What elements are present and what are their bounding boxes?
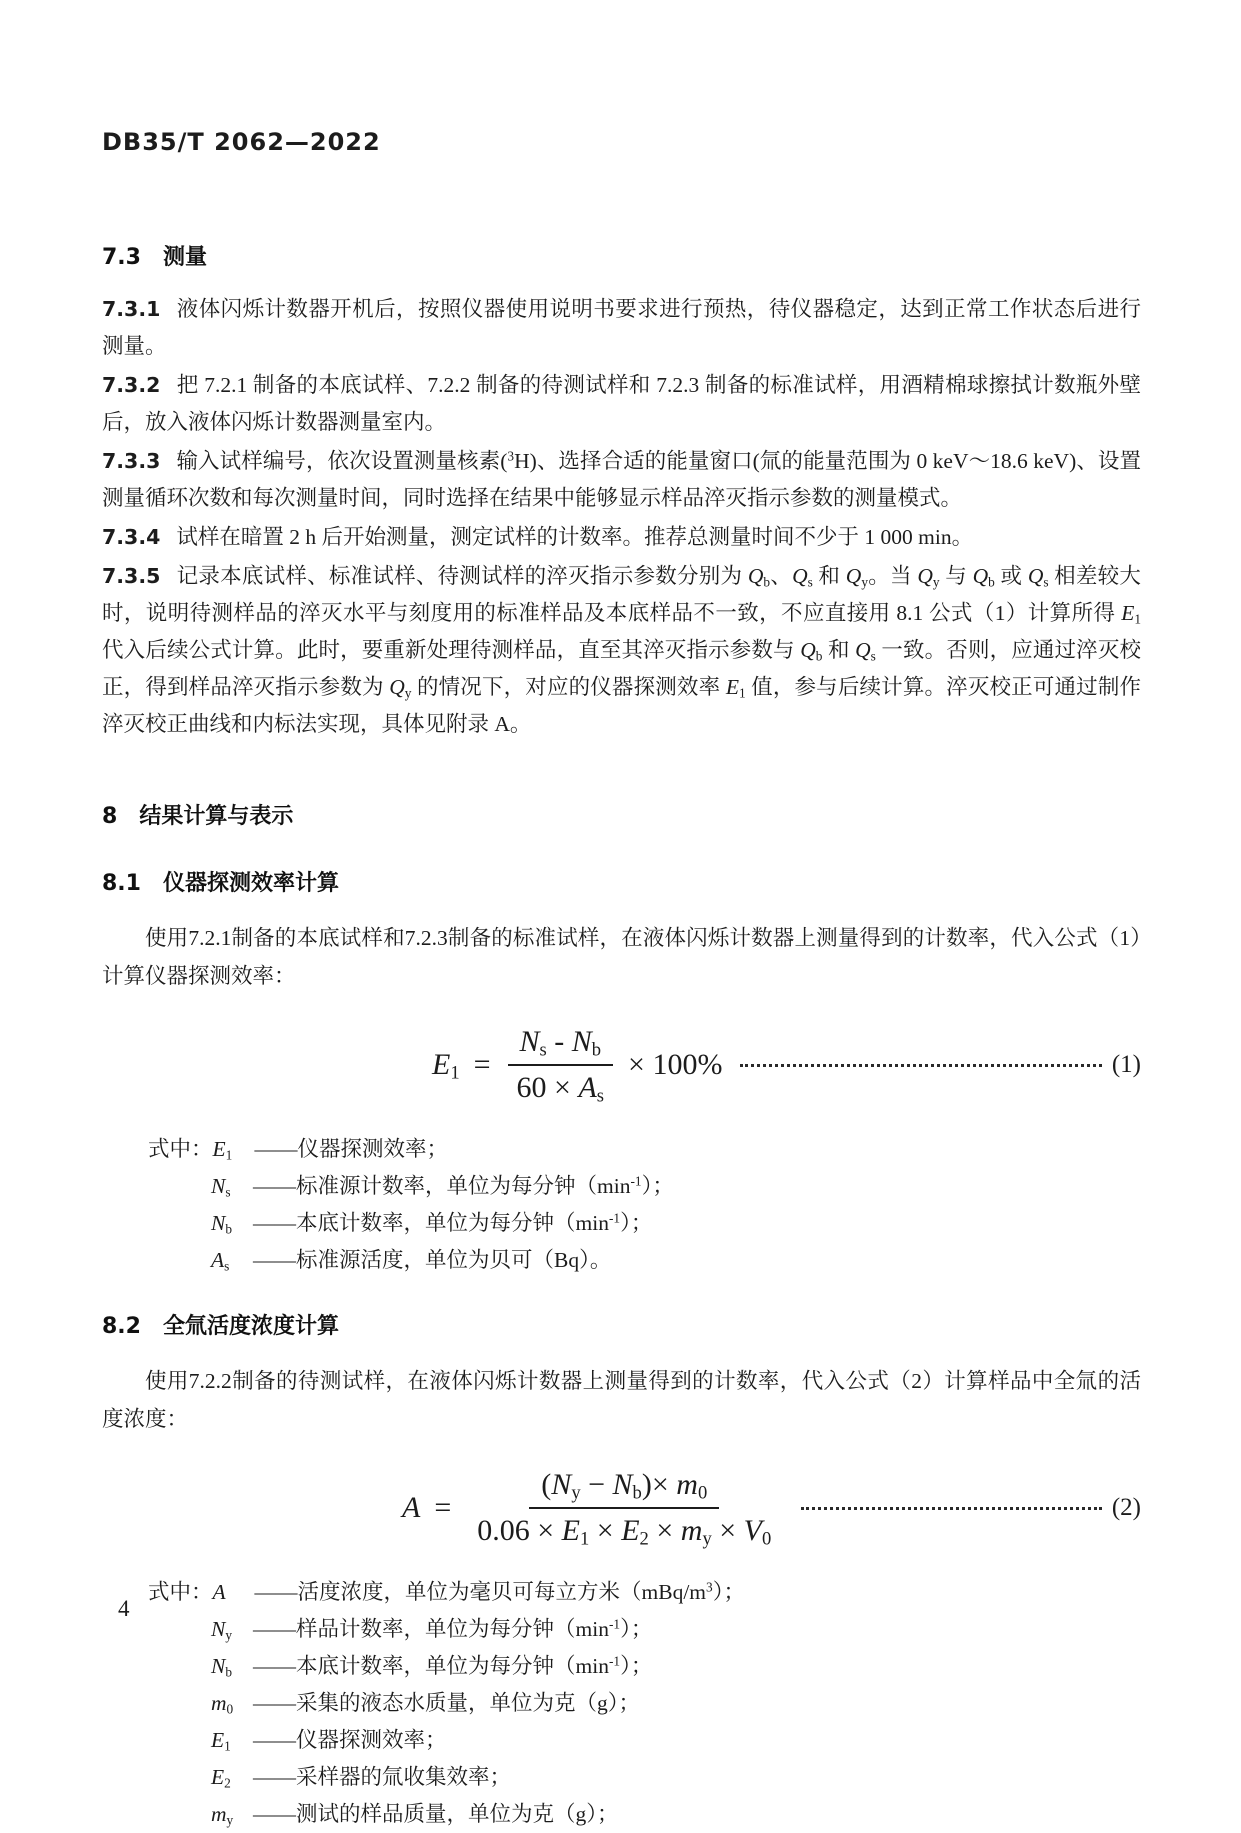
definition-text: 本底计数率，单位为每分钟$(\min^{-1})$； xyxy=(296,1653,653,1678)
clause-text: 把 7.2.1 制备的本底试样、7.2.2 制备的待测试样和 7.2.3 制备的标准试样，用酒精棉球擦拭计数瓶外壁后，放入液体闪烁计数器测量室内。 xyxy=(102,373,1141,434)
fraction-denominator: $0.06 \times E_1 \times E_2 \times m_y \times V_0$ xyxy=(477,1514,772,1550)
formula-1-math xyxy=(432,1025,722,1105)
section-8-2-intro: 使用7.2.2制备的待测试样，在液体闪烁计数器上测量得到的计数率，代入公式（2）计算样品中全氚的活度浓度： xyxy=(102,1369,1141,1431)
fraction xyxy=(505,1025,617,1105)
formula-1-definitions xyxy=(102,1131,1141,1279)
definition-row xyxy=(102,1611,1141,1648)
clause-number: 7.3.1 xyxy=(102,297,161,321)
definition-row xyxy=(102,1685,1141,1722)
section-title: 仪器探测效率计算 xyxy=(162,871,339,896)
where-label: 式中： xyxy=(148,1580,213,1604)
definition-text: 测试的样品质量，单位为克（g）； xyxy=(296,1802,619,1826)
clause-7-3-2 xyxy=(102,367,1141,441)
equation-number: (2) xyxy=(1111,1494,1141,1521)
formula-2 xyxy=(102,1468,1141,1548)
section-number: 8.1 xyxy=(102,871,141,896)
definition-row xyxy=(102,1168,1141,1205)
dash: —— xyxy=(253,1248,296,1272)
formula-1 xyxy=(102,1025,1141,1105)
definition-text: 本底计数率，单位为每分钟$(\min^{-1})$； xyxy=(296,1210,653,1235)
definition-row xyxy=(102,1796,1141,1833)
dotted-leader xyxy=(801,1507,1102,1510)
definition-text: 标准源活度，单位为贝可（Bq）。 xyxy=(296,1248,612,1272)
clause-number: 7.3.3 xyxy=(102,449,161,473)
clause-7-3-3 xyxy=(102,443,1141,517)
section-8-1-intro: 使用7.2.1制备的本底试样和7.2.3制备的标准试样，在液体闪烁计数器上测量得到的计数率，代入公式（1）计算仪器探测效率： xyxy=(102,926,1141,988)
section-8-1-heading xyxy=(102,866,1141,897)
dash: —— xyxy=(253,1654,296,1678)
symbol: $N_s$ xyxy=(211,1174,231,1200)
definition-row xyxy=(102,1205,1141,1242)
definition-row xyxy=(102,1131,1141,1168)
definition-row xyxy=(102,1722,1141,1759)
dash: —— xyxy=(253,1691,296,1715)
section-number: 7.3 xyxy=(102,245,141,270)
definition-text: 样品计数率，单位为每分钟$(\min^{-1})$； xyxy=(296,1616,653,1641)
doc-code: DB35/T 2062—2022 xyxy=(102,128,381,156)
definition-row xyxy=(102,1574,1141,1611)
clause-text: 输入试样编号，依次设置测量核素($^3$H)、选择合适的能量窗口(氚的能量范围为 0 keV～18.6 keV)、设置测量循环次数和每次测量时间，同时选择在结果中能够显示样品淬灭指示参数的测量模式。 xyxy=(102,448,1141,510)
page-number: 4 xyxy=(118,1596,130,1621)
formula-2-math xyxy=(402,1468,783,1548)
equals-sign: = xyxy=(473,1048,491,1081)
symbol: $N_y$ xyxy=(211,1617,233,1643)
dash: —— xyxy=(254,1137,298,1161)
clause-number: 7.3.5 xyxy=(102,564,161,588)
clause-text: 液体闪烁计数器开机后，按照仪器使用说明书要求进行预热，待仪器稳定，达到正常工作状态后进行测量。 xyxy=(102,297,1141,358)
symbol: A xyxy=(212,1580,226,1604)
section-title: 测量 xyxy=(162,245,207,270)
formula-lhs: $E_1$ xyxy=(432,1048,460,1084)
section-title: 全氚活度浓度计算 xyxy=(162,1314,339,1339)
fraction-numerator: $N_s - N_b$ xyxy=(508,1025,614,1066)
dash: —— xyxy=(253,1174,296,1198)
definition-text: 活度浓度，单位为毫贝可每立方米$(mBq/m^3)$； xyxy=(297,1579,745,1604)
section-7-3-heading xyxy=(102,240,1141,271)
dash: —— xyxy=(253,1211,296,1235)
section-number: 8 xyxy=(102,804,118,829)
symbol: $m_y$ xyxy=(211,1802,234,1828)
definition-text: 仪器探测效率； xyxy=(296,1728,447,1752)
symbol: $N_b$ xyxy=(211,1654,233,1680)
equals-sign: = xyxy=(434,1491,452,1524)
section-8-2-heading xyxy=(102,1309,1141,1340)
formula-lhs: A xyxy=(402,1491,421,1524)
equation-number: (1) xyxy=(1111,1051,1141,1078)
symbol: $m_0$ xyxy=(211,1691,234,1717)
dash: —— xyxy=(253,1728,296,1752)
dotted-leader xyxy=(740,1064,1101,1067)
definition-text: 采样器的氚收集效率； xyxy=(296,1765,512,1789)
dash: —— xyxy=(253,1802,296,1826)
definition-text: 标准源计数率，单位为每分钟$(\min^{-1})$； xyxy=(296,1173,674,1198)
fraction-numerator: $(N_y - N_b)\times m_0$ xyxy=(529,1468,719,1509)
section-title: 结果计算与表示 xyxy=(139,804,294,829)
definition-text: 采集的液态水质量，单位为克（g）； xyxy=(296,1691,641,1715)
symbol: $E_1$ xyxy=(212,1137,233,1163)
where-label: 式中： xyxy=(148,1137,213,1161)
formula-tail: × 100% xyxy=(628,1048,723,1081)
definition-text: 仪器探测效率； xyxy=(297,1137,449,1161)
clause-text: 试样在暗置 2 h 后开始测量，测定试样的计数率。推荐总测量时间不少于 1 000 min。 xyxy=(176,525,974,549)
definition-row xyxy=(102,1648,1141,1685)
definition-row xyxy=(102,1759,1141,1796)
section-7-3-body xyxy=(102,291,1141,743)
symbol: $E_2$ xyxy=(211,1765,231,1791)
clause-text: 记录本底试样、标准试样、待测试样的淬灭指示参数分别为 $Q_b$、$Q_s$ 和 $Q_y$。当 $Q_y$ 与 $Q_b$ 或 $Q_s$ 相差较大时，说明待测样品的淬灭水平与刻度用的标准样品及本底样品不一致，不应直接用 8.1 公式（1）计算所得 $E_1$ 代入后续公式计算。此时，要重新处理待测样品，直至其淬灭指示参数与 $Q_b$ 和 $Q_s$ 一致。否则，应通过淬灭校正，得到样品淬灭指示参数为 $Q_y$ 的情况下，对应的仪器探测效率 $E_1$ 值，参与后续计算。淬灭校正可通过制作淬灭校正曲线和内标法实现，具体见附录 A。 xyxy=(102,564,1141,736)
symbol: $A_s$ xyxy=(211,1248,230,1274)
formula-2-definitions xyxy=(102,1574,1141,1833)
definition-row xyxy=(102,1242,1141,1279)
fraction xyxy=(465,1468,783,1548)
clause-number: 7.3.2 xyxy=(102,373,161,397)
section-number: 8.2 xyxy=(102,1314,141,1339)
symbol: $E_1$ xyxy=(211,1728,231,1754)
fraction-denominator: $60 \times A_s$ xyxy=(516,1071,605,1107)
section-8-heading xyxy=(102,799,1141,830)
clause-7-3-5 xyxy=(102,558,1141,743)
clause-7-3-1 xyxy=(102,291,1141,365)
dash: —— xyxy=(253,1765,296,1789)
dash: —— xyxy=(253,1617,296,1641)
clause-7-3-4 xyxy=(102,519,1141,556)
clause-number: 7.3.4 xyxy=(102,525,161,549)
dash: —— xyxy=(254,1580,298,1604)
symbol: $N_b$ xyxy=(211,1211,233,1237)
